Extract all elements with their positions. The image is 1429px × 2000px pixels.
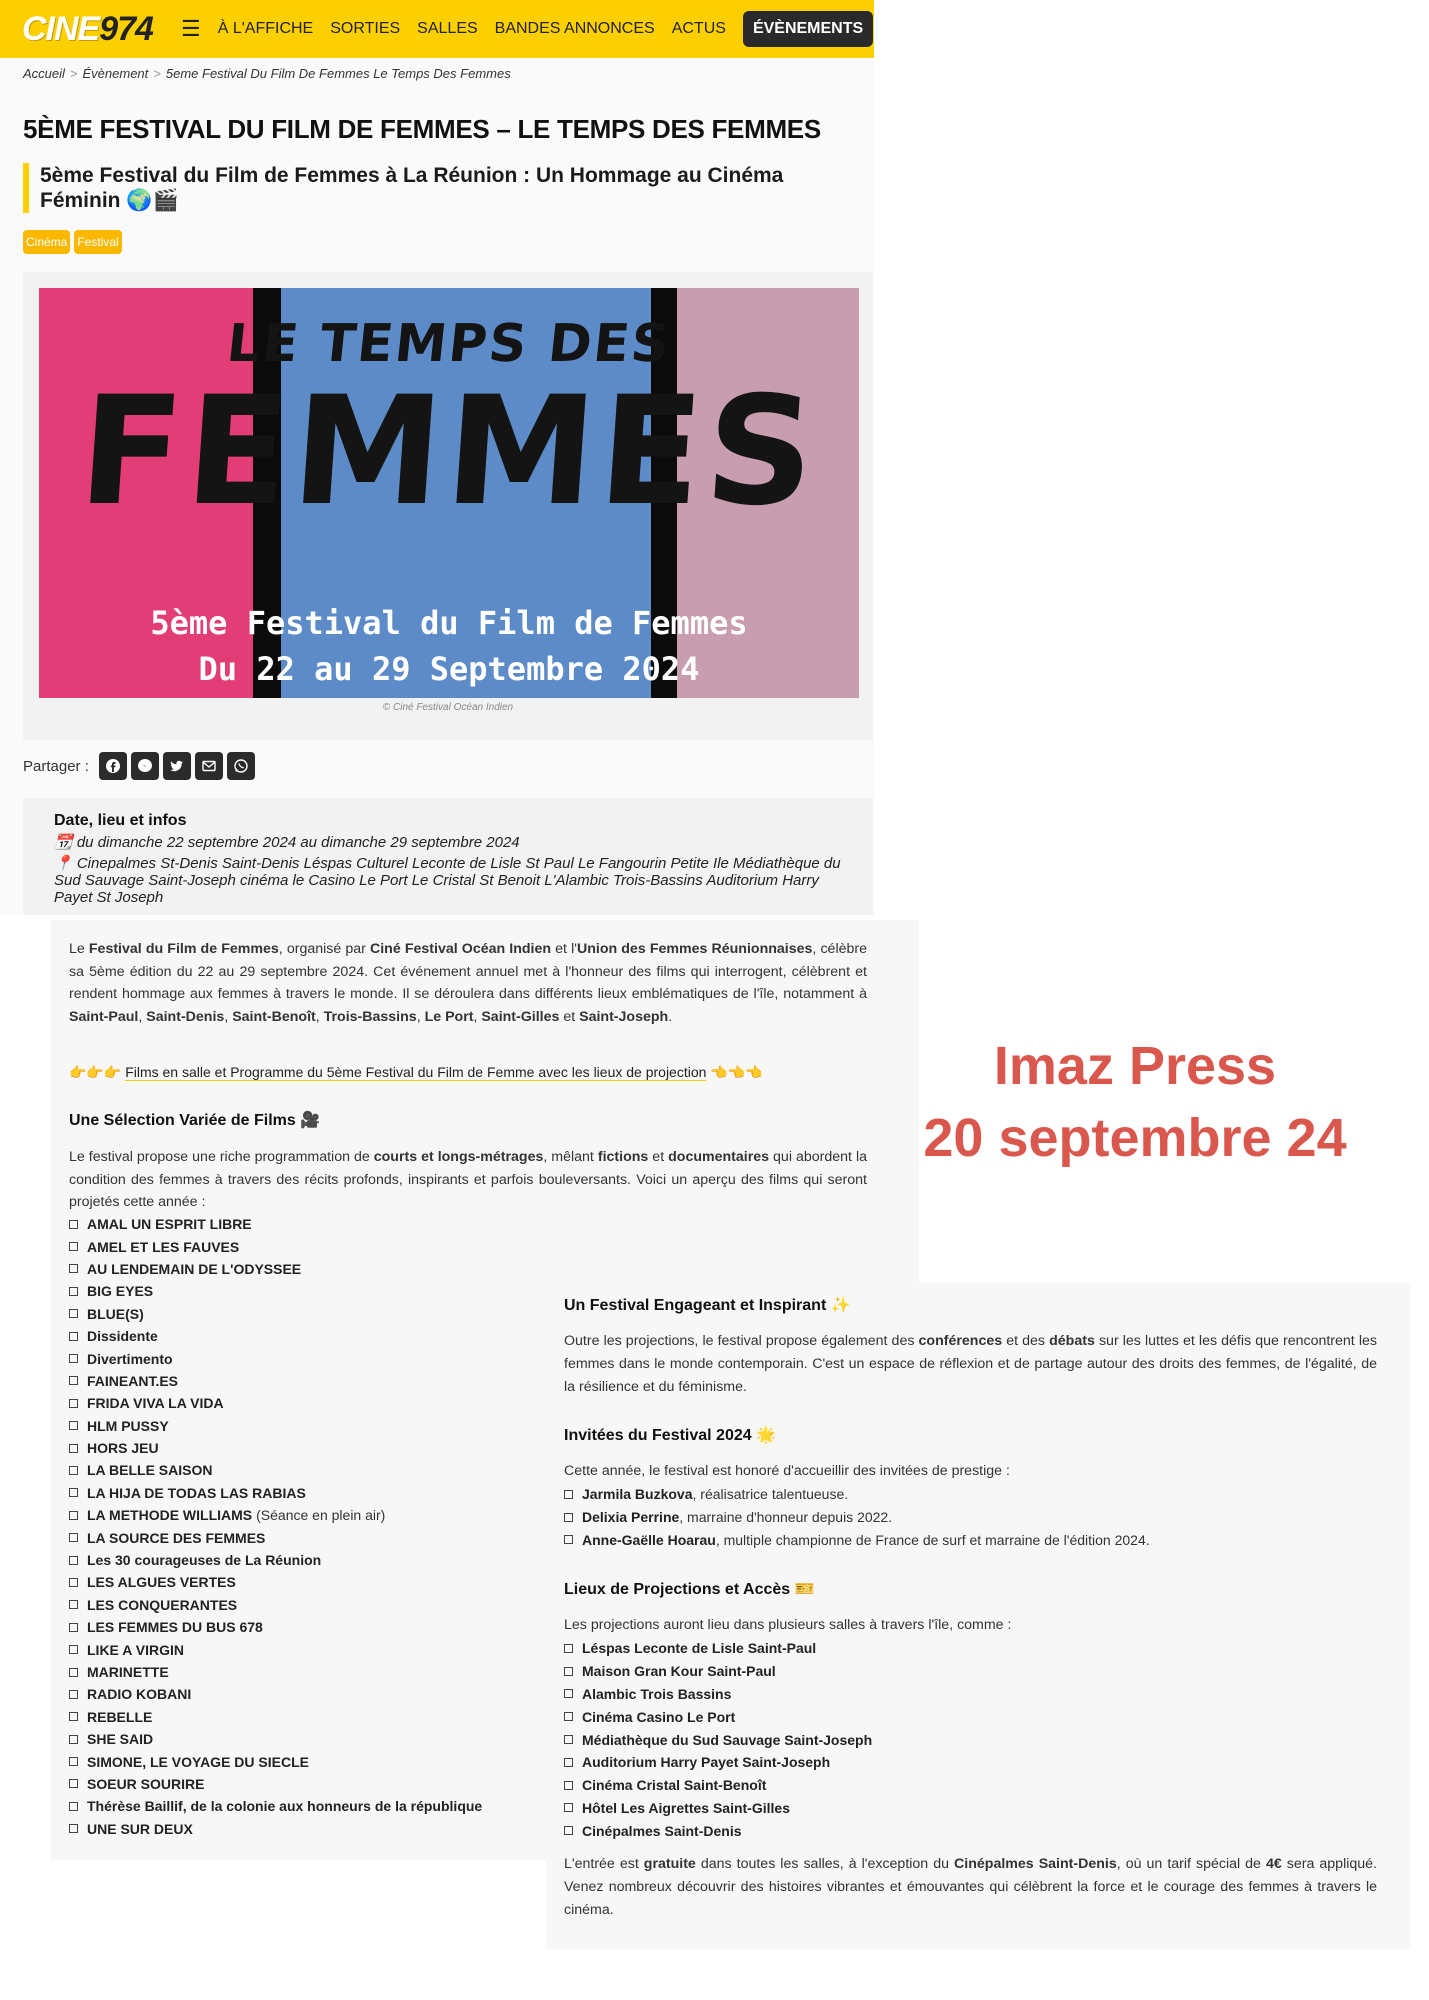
share-bar — [23, 752, 259, 780]
nav-sorties[interactable]: SORTIES — [330, 20, 401, 37]
nav-evenements[interactable]: ÉVÈNEMENTS — [743, 11, 873, 47]
bullet-square-icon — [564, 1535, 573, 1544]
bullet-square-icon — [69, 1466, 78, 1475]
bullet-square-icon — [564, 1826, 573, 1835]
list-item: Dissidente — [69, 1325, 482, 1347]
breadcrumb-category[interactable]: Évènement — [82, 66, 149, 81]
press-caption — [905, 1030, 1365, 1174]
list-item: Léspas Leconte de Lisle Saint-Paul — [564, 1637, 872, 1660]
bullet-square-icon — [564, 1513, 573, 1522]
article-right-column — [546, 1283, 1410, 1949]
bullet-square-icon — [69, 1444, 78, 1453]
list-item: LA SOURCE DES FEMMES — [69, 1526, 482, 1548]
intro-paragraph: Le Festival du Film de Femmes, organisé par Ciné Festival Océan Indien et l'Union des Femmes Réunionnaises, célèbre sa 5ème édition du 22 au 29 septembre 2024. Cet événement annuel met à l'honneur des films qui interrogent, célèbrent et rendent hommage aux femmes à travers le monde. Il se déroulera dans différents lieux emblématiques de l'île, notamment à Saint-Paul, Saint-Denis, Saint-Benoît, Trois-Bassins, Le Port, Saint-Gilles et Saint-Joseph. — [69, 941, 867, 1025]
list-item: Divertimento — [69, 1347, 482, 1369]
list-item: AMEL ET LES FAUVES — [69, 1235, 482, 1257]
menu-icon[interactable]: ☰ — [180, 16, 201, 41]
guests-intro: Cette année, le festival est honoré d'accueillir des invitées de prestige : — [564, 1463, 1010, 1479]
bullet-square-icon — [564, 1689, 573, 1698]
navbar — [0, 0, 874, 58]
program-link-line: 👉👉👉 Films en salle et Programme du 5ème Festival du Film de Femme avec les lieux de projection 👈👈👈 — [69, 1064, 763, 1080]
bullet-square-icon — [564, 1735, 573, 1744]
info-places: 📍 Cinepalmes St-Denis Saint-Denis Léspas Culturel Leconte de Lisle St Paul Le Fangourin Petite Ile Médiathèque du Sud Sauvage Saint-Joseph cinéma le Casino Le Port Le Cristal St Benoit L'Alambic Trois-Bassins Auditorium Harry Payet St Joseph — [54, 855, 841, 906]
bullet-square-icon — [69, 1645, 78, 1654]
list-item: SIMONE, LE VOYAGE DU SIECLE — [69, 1750, 482, 1772]
engage-heading: Un Festival Engageant et Inspirant ✨ — [564, 1297, 851, 1314]
breadcrumb — [23, 66, 511, 81]
nav-a-laffiche[interactable]: À L'AFFICHE — [217, 20, 314, 37]
bullet-square-icon — [564, 1490, 573, 1499]
bullet-square-icon — [69, 1399, 78, 1408]
list-item: Les 30 courageuses de La Réunion — [69, 1549, 482, 1571]
list-item: LA HIJA DE TODAS LAS RABIAS — [69, 1482, 482, 1504]
list-item: Thérèse Baillif, de la colonie aux honneurs de la république — [69, 1795, 482, 1817]
list-item: BLUE(S) — [69, 1303, 482, 1325]
tag-cinema[interactable]: Cinéma — [23, 230, 70, 254]
press-name: Imaz Press — [993, 1036, 1277, 1096]
bullet-square-icon — [69, 1533, 78, 1542]
bullet-square-icon — [69, 1309, 78, 1318]
list-item: Alambic Trois Bassins — [564, 1683, 872, 1706]
bullet-square-icon — [69, 1623, 78, 1632]
bullet-square-icon — [69, 1511, 78, 1520]
info-title: Date, lieu et infos — [54, 812, 187, 829]
film-note: (Séance en plein air) — [256, 1507, 386, 1524]
bullet-square-icon — [69, 1824, 78, 1833]
list-item: RADIO KOBANI — [69, 1683, 482, 1705]
list-item: Jarmila Buzkova , réalisatrice talentueuse. — [564, 1483, 1150, 1506]
engage-paragraph: Outre les projections, le festival propose également des conférences et des débats sur les luttes et les défis que rencontrent les femmes dans le monde contemporain. C'est un espace de réflexion et de partage autour des droits des femmes, de l'égalité, de la résilience et du féminisme. — [564, 1333, 1377, 1395]
facebook-icon[interactable] — [99, 752, 127, 780]
press-date: 20 septembre 24 — [923, 1108, 1347, 1168]
bullet-square-icon — [69, 1376, 78, 1385]
bullet-square-icon — [564, 1781, 573, 1790]
bullet-square-icon — [69, 1242, 78, 1251]
list-item: LA BELLE SAISON — [69, 1459, 482, 1481]
bullet-square-icon — [69, 1354, 78, 1363]
guests-heading: Invitées du Festival 2024 🌟 — [564, 1427, 777, 1444]
bullet-square-icon — [69, 1556, 78, 1565]
list-item: BIG EYES — [69, 1280, 482, 1302]
bullet-square-icon — [69, 1712, 78, 1721]
list-item: AMAL UN ESPRIT LIBRE — [69, 1213, 482, 1235]
nav-actus[interactable]: ACTUS — [671, 20, 726, 37]
list-item: REBELLE — [69, 1706, 482, 1728]
closing-paragraph: L'entrée est gratuite dans toutes les salles, à l'exception du Cinépalmes Saint-Denis, où un tarif spécial de 4€ sera appliqué. Venez nombreux découvrir des histoires vibrantes et émouvantes qui célèbrent la force et le courage des femmes à travers le cinéma. — [564, 1856, 1377, 1918]
list-item: AU LENDEMAIN DE L'ODYSSEE — [69, 1258, 482, 1280]
bullet-square-icon — [69, 1735, 78, 1744]
poster-title: FEMMES — [73, 365, 825, 539]
list-item: Cinéma Casino Le Port — [564, 1705, 872, 1728]
list-item: LES ALGUES VERTES — [69, 1571, 482, 1593]
bullet-square-icon — [69, 1578, 78, 1587]
list-item: LES FEMMES DU BUS 678 — [69, 1616, 482, 1638]
article-subtitle: 5ème Festival du Film de Femmes à La Réunion : Un Hommage au Cinéma Féminin 🌍🎬 — [23, 163, 860, 213]
bullet-square-icon — [69, 1332, 78, 1341]
event-info-box — [23, 798, 873, 915]
venues-heading: Lieux de Projections et Accès 🎫 — [564, 1581, 815, 1598]
venues-intro: Les projections auront lieu dans plusieurs salles à travers l'île, comme : — [564, 1617, 1012, 1633]
bullet-square-icon — [564, 1712, 573, 1721]
list-item: MARINETTE — [69, 1661, 482, 1683]
page-title: 5ÈME FESTIVAL DU FILM DE FEMMES – LE TEMPS DES FEMMES — [23, 114, 821, 144]
tag-list — [23, 230, 122, 254]
breadcrumb-separator: > — [153, 66, 161, 81]
list-item: LIKE A VIRGIN — [69, 1638, 482, 1660]
program-link[interactable]: Films en salle et Programme du 5ème Festival du Film de Femme avec les lieux de projection — [125, 1064, 707, 1080]
bullet-square-icon — [69, 1220, 78, 1229]
bullet-square-icon — [564, 1803, 573, 1812]
bullet-square-icon — [69, 1600, 78, 1609]
poster-tagline: LE TEMPS DES — [224, 314, 674, 374]
list-item: UNE SUR DEUX — [69, 1818, 482, 1840]
breadcrumb-current: 5eme Festival Du Film De Femmes Le Temps Des Femmes — [165, 66, 511, 81]
list-item: Cinépalmes Saint-Denis — [564, 1819, 872, 1842]
bullet-square-icon — [69, 1690, 78, 1699]
twitter-icon[interactable] — [163, 752, 191, 780]
bullet-square-icon — [69, 1287, 78, 1296]
list-item: Maison Gran Kour Saint-Paul — [564, 1660, 872, 1683]
list-item: FAINEANT.ES — [69, 1370, 482, 1392]
page-top — [0, 0, 874, 915]
selection-heading: Une Sélection Variée de Films 🎥 — [69, 1112, 321, 1129]
bullet-square-icon — [69, 1757, 78, 1766]
bullet-square-icon — [564, 1758, 573, 1767]
nav-salles[interactable]: SALLES — [417, 20, 478, 37]
list-item: Hôtel Les Aigrettes Saint-Gilles — [564, 1797, 872, 1820]
nav-bandes-annonces[interactable]: BANDES ANNONCES — [494, 20, 655, 37]
guest-list — [564, 1483, 1150, 1551]
bullet-square-icon — [69, 1779, 78, 1788]
featured-image-panel — [23, 272, 873, 740]
film-list — [69, 1213, 482, 1840]
list-item: Cinéma Cristal Saint-Benoît — [564, 1774, 872, 1797]
bullet-square-icon — [69, 1802, 78, 1811]
list-item: LA METHODE WILLIAMS (Séance en plein air) — [69, 1504, 482, 1526]
site-logo[interactable]: CINE974 — [22, 9, 153, 48]
bullet-square-icon — [564, 1667, 573, 1676]
list-item: HORS JEU — [69, 1437, 482, 1459]
list-item: SOEUR SOURIRE — [69, 1773, 482, 1795]
list-item: Auditorium Harry Payet Saint-Joseph — [564, 1751, 872, 1774]
messenger-icon[interactable] — [131, 752, 159, 780]
poster-edition: 5ème Festival du Film de Femmes — [150, 604, 748, 642]
share-label: Partager : — [23, 757, 89, 775]
venue-list — [564, 1637, 872, 1842]
poster-dates: Du 22 au 29 Septembre 2024 — [198, 650, 700, 688]
info-dates: 📆 du dimanche 22 septembre 2024 au dimanche 29 septembre 2024 — [54, 834, 520, 851]
selection-paragraph: Le festival propose une riche programmation de courts et longs-métrages, mêlant fictions et documentaires qui abordent la condition des femmes à travers des récits profonds, inspirants et parfois bouleversants. Voici un aperçu des films qui seront projetés cette année : — [69, 1149, 867, 1210]
bullet-square-icon — [69, 1421, 78, 1430]
list-item: LES CONQUERANTES — [69, 1594, 482, 1616]
image-credit: © Ciné Festival Océan Indien — [382, 702, 514, 713]
bullet-square-icon — [69, 1264, 78, 1273]
breadcrumb-separator: > — [69, 66, 78, 81]
list-item: Médiathèque du Sud Sauvage Saint-Joseph — [564, 1728, 872, 1751]
bullet-square-icon — [69, 1488, 78, 1497]
bullet-square-icon — [69, 1668, 78, 1677]
bullet-square-icon — [564, 1644, 573, 1653]
tag-festival[interactable]: Festival — [74, 230, 121, 254]
list-item: FRIDA VIVA LA VIDA — [69, 1392, 482, 1414]
list-item: SHE SAID — [69, 1728, 482, 1750]
list-item: HLM PUSSY — [69, 1415, 482, 1437]
whatsapp-icon[interactable] — [227, 752, 255, 780]
list-item: Delixia Perrine , marraine d'honneur depuis 2022. — [564, 1506, 1150, 1529]
list-item: Anne-Gaëlle Hoarau , multiple championne de France de surf et marraine de l'édition 2024. — [564, 1529, 1150, 1552]
festival-poster — [39, 288, 859, 698]
breadcrumb-home[interactable]: Accueil — [23, 66, 65, 81]
email-icon[interactable] — [195, 752, 223, 780]
